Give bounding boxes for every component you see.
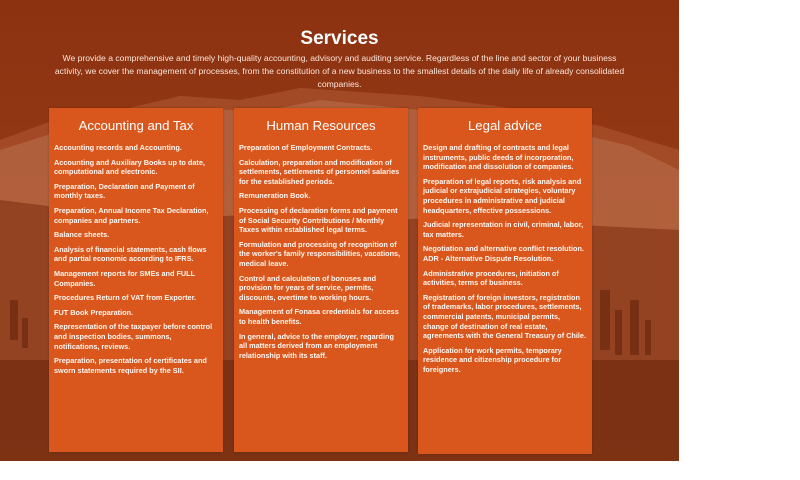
list-item: Registration of foreign investors, registration of trademarks, labor procedures, settlements, commercial patents, municipal permits, change of destination of real estate, agreements with the General Treasury of Chile. (423, 292, 587, 341)
service-list (49, 143, 223, 375)
list-item: Negotiation and alternative conflict resolution. ADR - Alternative Dispute Resolution. (423, 244, 584, 263)
list-item: Control and calculation of bonuses and provision for years of service, permits, discounts, overtime to working hours. (239, 273, 377, 302)
card-title: Legal advice (467, 118, 543, 133)
card-title: Accounting and Tax (78, 118, 194, 133)
list-item: Application for work permits, temporary residence and citizenship procedure for foreigners. (423, 345, 562, 374)
list-item: Procedures Return of VAT from Exporter. (54, 293, 197, 303)
list-item: Preparation, Declaration and Payment of monthly taxes. (54, 181, 195, 201)
list-item: Preparation, Annual Income Tax Declaration, companies and partners. (54, 205, 209, 225)
list-item: Management of Fonasa credentials for access to health benefits. (239, 307, 399, 326)
list-item: Balance sheets. (54, 230, 110, 240)
list-item: Analysis of financial statements, cash flows and partial economic according to IFRS. (54, 244, 207, 264)
section-title: Services (300, 28, 379, 49)
list-item: Representation of the taxpayer before control and inspection bodies, summons, notifications, reviews. (54, 322, 213, 351)
list-item: Accounting records and Accounting. (54, 143, 182, 152)
list-item: Design and drafting of contracts and legal instruments, public deeds of incorporation, modification and dissolution of companies. (423, 143, 574, 172)
card-human-resources (234, 108, 408, 452)
list-item: Formulation and processing of recognition of the worker's family responsibilities, vacations, medical leave. (239, 239, 401, 268)
card-accounting-and-tax (49, 108, 223, 452)
list-item: Administrative procedures, initiation of activities, terms of business. (423, 268, 559, 288)
list-item: Preparation, presentation of certificates and sworn statements required by the SII. (54, 356, 207, 375)
list-item: Management reports for SMEs and FULL Companies. (54, 268, 195, 288)
card-legal-advice (418, 108, 592, 454)
service-list (234, 143, 408, 360)
list-item: In general, advice to the employer, regarding all matters derived from an employment relationship with its staff. (239, 331, 394, 360)
list-item: FUT Book Preparation. (54, 307, 134, 317)
list-item: Judicial representation in civil, criminal, labor, tax matters. (423, 220, 584, 239)
service-list (418, 143, 592, 374)
list-item: Remuneration Book. (239, 191, 311, 201)
list-item: Calculation, preparation and modification of settlements, settlements of personnel salaries for the established periods. (239, 157, 400, 186)
list-item: Preparation of Employment Contracts. (239, 143, 373, 152)
card-title: Human Resources (266, 118, 376, 133)
list-item: Preparation of legal reports, risk analysis and judicial or extrajudicial strategies, voluntary procedures in administrative and judicial headquarters, effective possessions. (423, 176, 582, 215)
list-item: Accounting and Auxiliary Books up to date, computational and electronic. (54, 157, 205, 177)
list-item: Processing of declaration forms and payment of Social Security Contributions / Monthly Taxes within established legal terms. (239, 205, 398, 235)
section-intro: We provide a comprehensive and timely high-quality accounting, advisory and auditing service. Regardless of the line and sector of your business activity, we cover the management of processes, from the constitution of a new business to the smallest details of the daily life of already consolidated companies. (54, 53, 625, 90)
